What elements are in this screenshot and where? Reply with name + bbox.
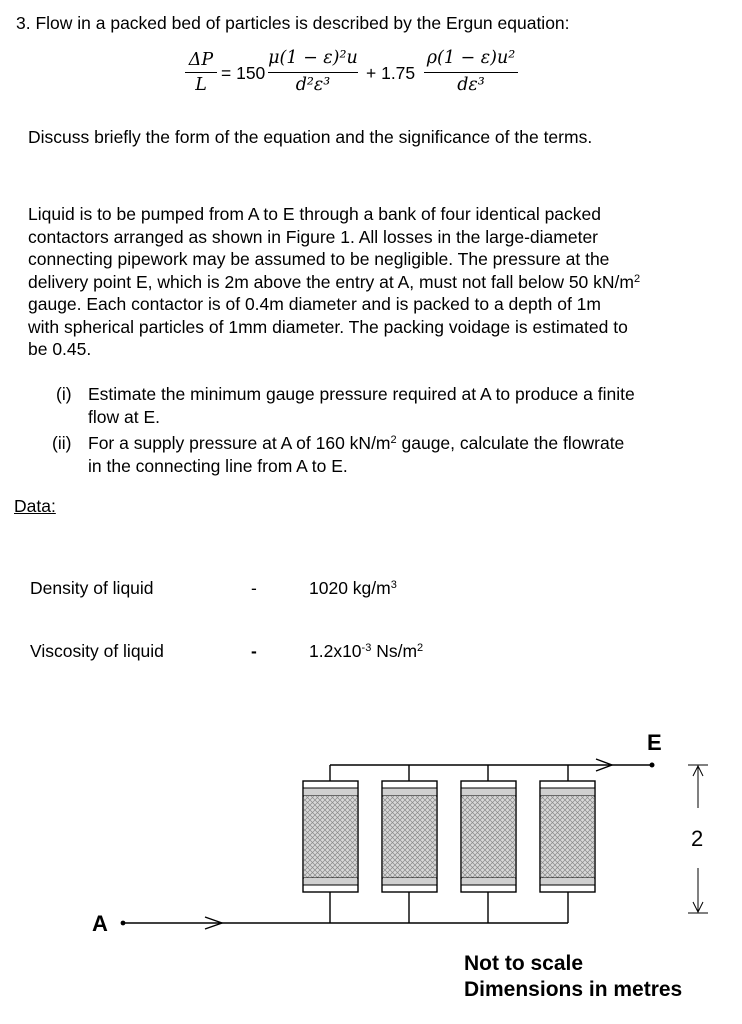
problem-line: Liquid is to be pumped from A to E through a bank of four identical packed — [28, 204, 602, 224]
problem-line: contactors arranged as shown in Figure 1. All losses in the large-diameter — [28, 226, 599, 247]
data-dash: - — [251, 641, 257, 661]
point-a-dot — [121, 921, 126, 926]
lhs-denominator: L — [195, 75, 207, 95]
data-dash: - — [251, 578, 257, 598]
lhs-fraction-bar — [185, 72, 217, 73]
data-label: Density of liquid — [30, 578, 154, 598]
part-ii-label: (ii) — [52, 433, 72, 453]
viscous-term-denominator: d²ε³ — [295, 75, 331, 95]
discuss-paragraph: Discuss briefly the form of the equation and the significance of the terms. — [28, 127, 593, 147]
problem-line: connecting pipework may be assumed to be negligible. The pressure at the — [28, 249, 610, 269]
dimension-label: 2 — [691, 826, 704, 851]
part-ii-line: For a supply pressure at A of 160 $kN/m^2$ gauge, calculate the flowrate — [88, 433, 625, 453]
problem-line: delivery point E, which is 2m above the entry at A, must not fall below 50 $kN/m^2$ — [28, 271, 641, 292]
point-e-dot — [650, 763, 655, 768]
question-heading: 3. Flow in a packed bed of particles is described by the Ergun equation: — [16, 13, 570, 33]
data-value: 1020 $kg/m^3$ — [309, 578, 397, 598]
part-i-label: (i) — [56, 384, 72, 404]
part-ii-line: in the connecting line from A to E. — [88, 456, 348, 476]
contactor-2 — [382, 765, 437, 923]
plus-175: + 1.75 — [366, 63, 416, 83]
contactor-4 — [540, 765, 595, 923]
label-a: A — [92, 911, 108, 936]
note-dimensions: Dimensions in metres — [464, 978, 683, 1001]
part-i-line: Estimate the minimum gauge pressure required at A to produce a finite — [88, 384, 635, 404]
part-i-line: flow at E. — [88, 407, 160, 427]
lhs-numerator: ΔP — [188, 50, 214, 70]
data-value: $1.2x10^{-3}$ $Ns/m^2$ — [309, 641, 424, 661]
problem-line: be 0.45. — [28, 339, 92, 359]
viscous-term-numerator: μ(1 − ε)²u — [268, 48, 358, 68]
contactor-figure — [0, 680, 742, 1024]
viscous-term-bar — [268, 72, 358, 73]
problem-line: with spherical particles of 1mm diameter. The packing voidage is estimated to — [28, 316, 628, 337]
superscript: 2 — [633, 272, 641, 285]
contactor-1 — [303, 765, 358, 923]
label-e: E — [647, 730, 662, 755]
note-not-to-scale: Not to scale — [464, 952, 584, 975]
data-heading: Data: — [14, 496, 56, 516]
inertial-term-numerator: ρ(1 − ε)u² — [426, 48, 516, 68]
equals-150: = 150 — [221, 63, 266, 83]
problem-line: gauge. Each contactor is of 0.4m diameter and is packed to a depth of 1m — [28, 294, 601, 314]
superscript: 2 — [390, 434, 397, 446]
data-label: Viscosity of liquid — [30, 641, 164, 661]
inertial-term-bar — [424, 72, 518, 73]
contactor-3 — [461, 765, 516, 923]
inertial-term-denominator: dε³ — [457, 75, 485, 95]
